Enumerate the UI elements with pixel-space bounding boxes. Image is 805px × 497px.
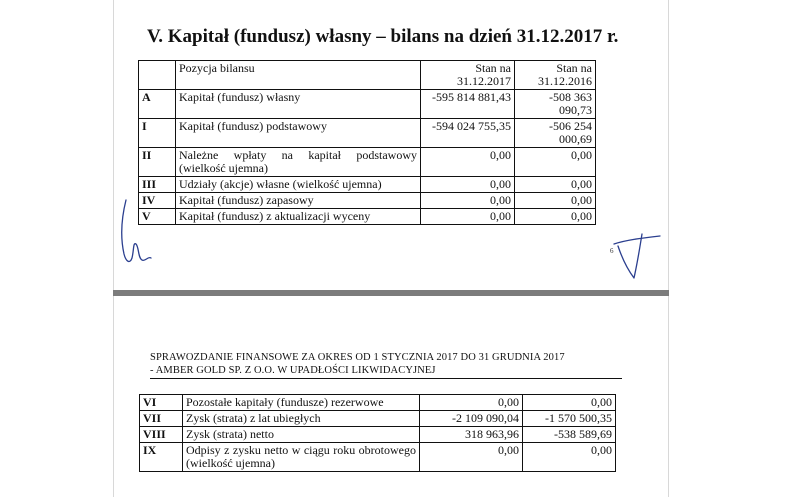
row-value-2017: 318 963,96 <box>420 427 523 443</box>
table-row <box>139 148 596 177</box>
table-row <box>140 427 616 443</box>
report-header-line1: SPRAWOZDANIE FINANSOWE ZA OKRES OD 1 STYCZNIA 2017 DO 31 GRUDNIA 2017 <box>150 352 565 363</box>
handwritten-signature-right <box>612 230 668 282</box>
row-value-2016: -1 570 500,35 <box>523 411 616 427</box>
row-value-2017: -2 109 090,04 <box>420 411 523 427</box>
table-row <box>139 119 596 148</box>
equity-balance-table <box>138 60 596 225</box>
row-label: Należne wpłaty na kapitał podstawowy (wielkość ujemna) <box>176 148 421 177</box>
page-number: 6 <box>610 247 614 255</box>
row-code: A <box>139 90 176 119</box>
row-code: I <box>139 119 176 148</box>
table-row <box>140 443 616 472</box>
table-header-row <box>139 61 596 90</box>
row-code: III <box>139 177 176 193</box>
row-value-2016: 0,00 <box>515 177 596 193</box>
report-header <box>150 351 622 379</box>
row-label: Udziały (akcje) własne (wielkość ujemna) <box>176 177 421 193</box>
row-value-2016: 0,00 <box>515 209 596 225</box>
row-value-2017: -594 024 755,35 <box>421 119 515 148</box>
table-row <box>139 193 596 209</box>
row-value-2017: 0,00 <box>420 395 523 411</box>
row-value-2017: 0,00 <box>420 443 523 472</box>
row-label: Kapitał (fundusz) własny <box>176 90 421 119</box>
header-position-label: Pozycja bilansu <box>176 61 421 90</box>
row-value-2017: -595 814 881,43 <box>421 90 515 119</box>
row-code: IV <box>139 193 176 209</box>
table-row <box>139 90 596 119</box>
table-row <box>139 177 596 193</box>
row-value-2016: -508 363 090,73 <box>515 90 596 119</box>
header-2016-line1: Stan na <box>556 61 592 75</box>
row-code: VIII <box>140 427 183 443</box>
row-label: Kapitał (fundusz) podstawowy <box>176 119 421 148</box>
row-label: Kapitał (fundusz) zapasowy <box>176 193 421 209</box>
row-value-2017: 0,00 <box>421 148 515 177</box>
header-2017 <box>421 61 515 90</box>
row-label: Odpisy z zysku netto w ciągu roku obrotowego (wielkość ujemna) <box>183 443 420 472</box>
row-label: Zysk (strata) netto <box>183 427 420 443</box>
row-value-2016: -538 589,69 <box>523 427 616 443</box>
header-2016 <box>515 61 596 90</box>
row-value-2016: -506 254 000,69 <box>515 119 596 148</box>
header-2017-line2: 31.12.2017 <box>457 74 511 88</box>
row-value-2017: 0,00 <box>421 193 515 209</box>
row-label: Kapitał (fundusz) z aktualizacji wyceny <box>176 209 421 225</box>
row-code: II <box>139 148 176 177</box>
row-code: V <box>139 209 176 225</box>
report-header-line2: - AMBER GOLD SP. Z O.O. W UPADŁOŚCI LIKWIDACYJNEJ <box>150 365 436 376</box>
row-value-2017: 0,00 <box>421 209 515 225</box>
header-2017-line1: Stan na <box>475 61 511 75</box>
equity-balance-table-continued <box>139 394 616 472</box>
handwritten-signature-left <box>118 196 162 272</box>
row-code: VII <box>140 411 183 427</box>
table-row <box>140 411 616 427</box>
table-row <box>139 209 596 225</box>
row-value-2016: 0,00 <box>515 193 596 209</box>
table-row <box>140 395 616 411</box>
row-label: Pozostałe kapitały (fundusze) rezerwowe <box>183 395 420 411</box>
row-code: VI <box>140 395 183 411</box>
header-2016-line2: 31.12.2016 <box>538 74 592 88</box>
row-value-2016: 0,00 <box>523 395 616 411</box>
row-label: Zysk (strata) z lat ubiegłych <box>183 411 420 427</box>
row-value-2017: 0,00 <box>421 177 515 193</box>
row-value-2016: 0,00 <box>515 148 596 177</box>
header-code-cell <box>139 61 176 90</box>
section-title: V. Kapitał (fundusz) własny – bilans na dzień 31.12.2017 r. <box>147 26 619 47</box>
row-code: IX <box>140 443 183 472</box>
row-value-2016: 0,00 <box>523 443 616 472</box>
